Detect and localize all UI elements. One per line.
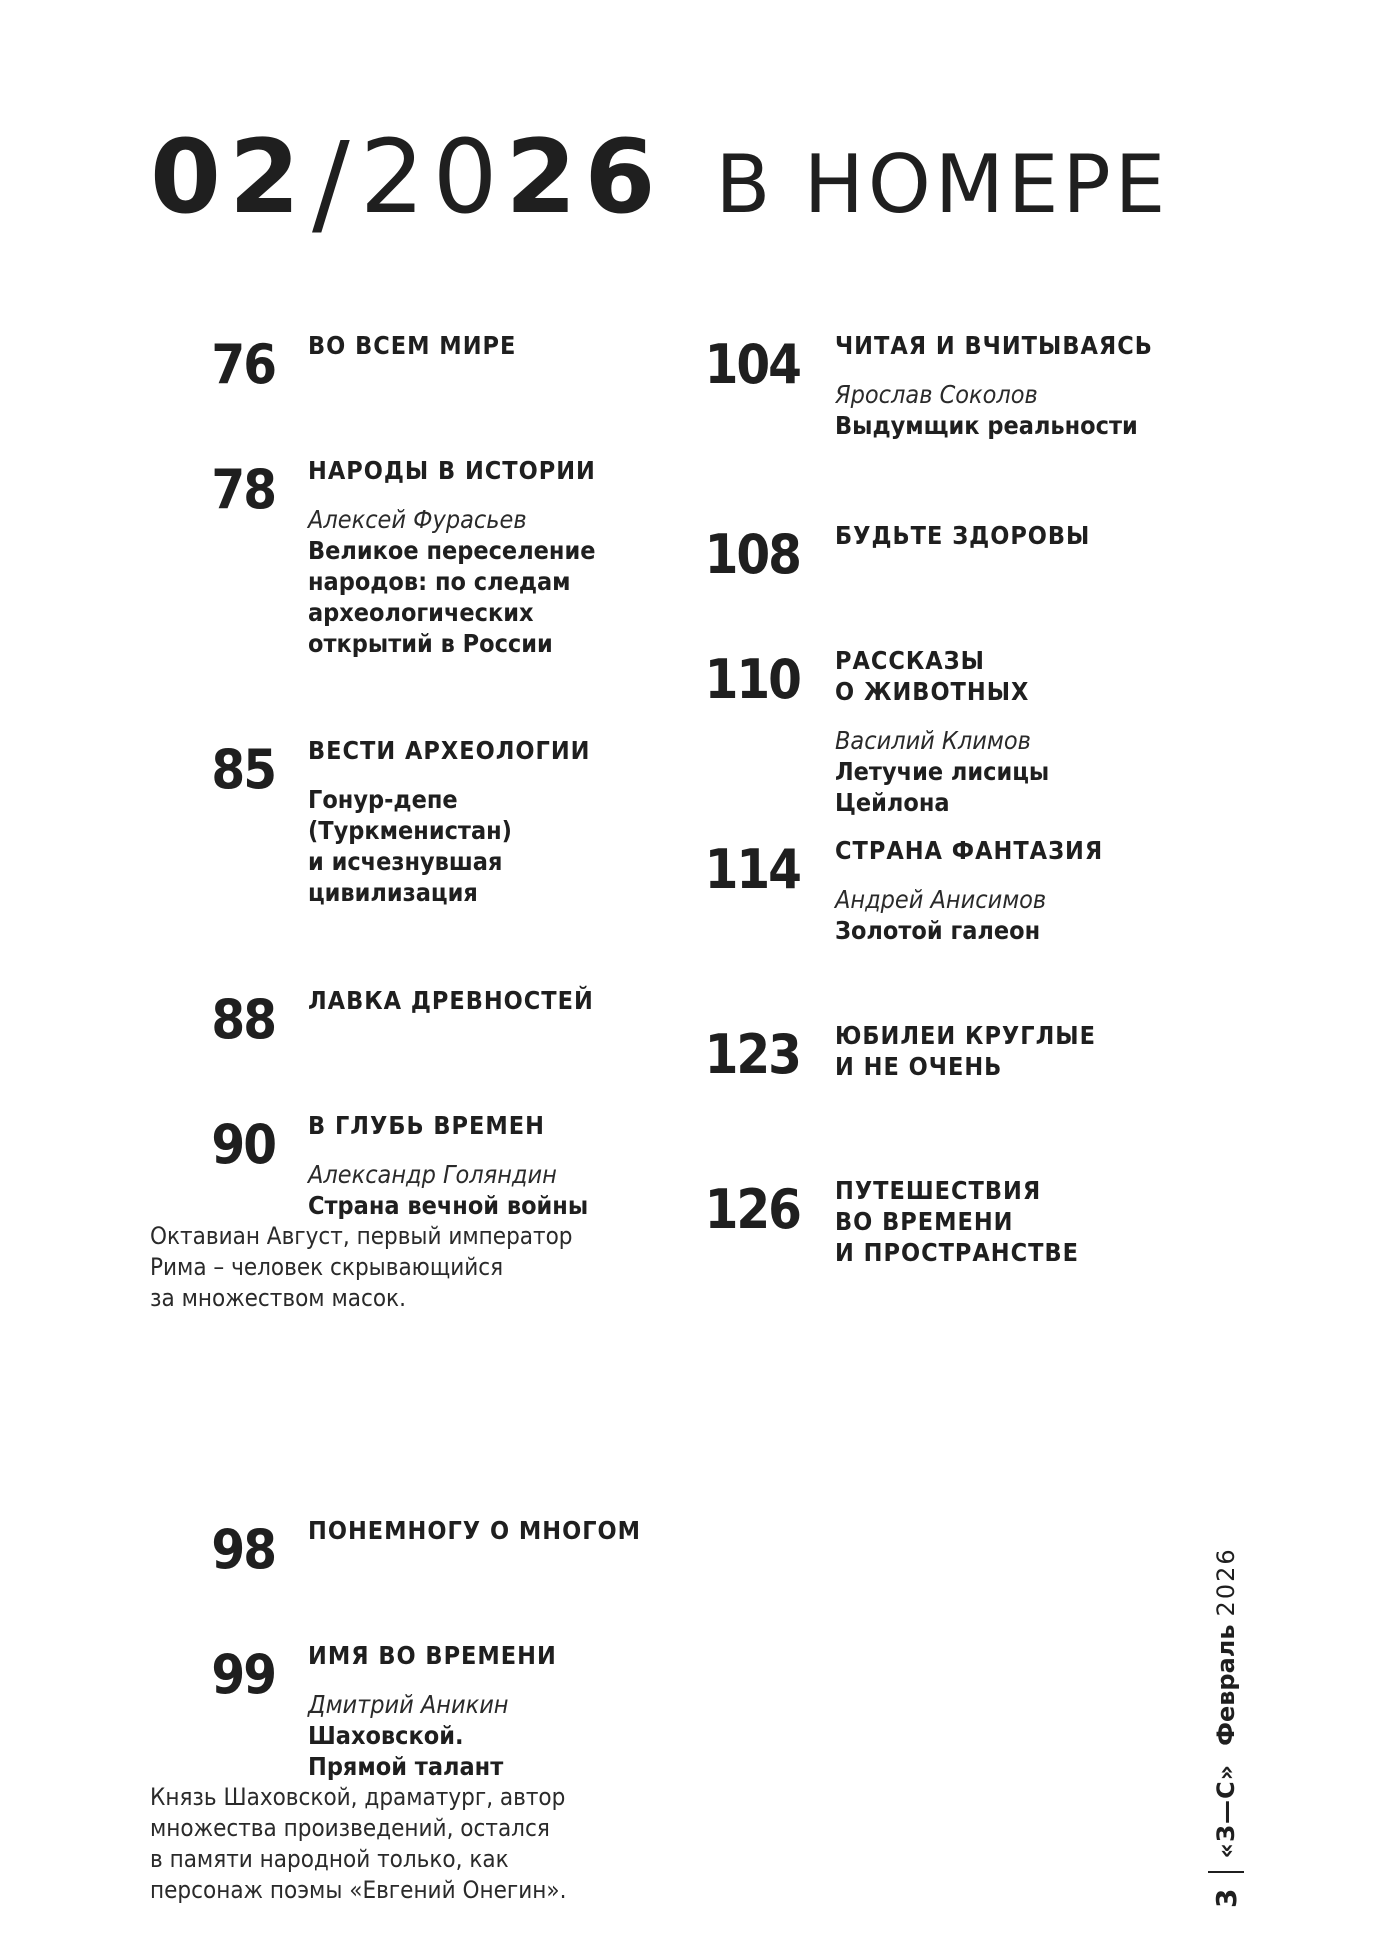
toc-section-title: В ГЛУБЬ ВРЕМЕН <box>308 1111 545 1140</box>
issue-month: Февраль <box>1212 1624 1240 1746</box>
toc-page-number: 110 <box>704 648 800 711</box>
toc-section-title: ИМЯ ВО ВРЕМЕНИ <box>308 1641 557 1670</box>
toc-entry-content <box>835 835 1240 946</box>
page-number: 3 <box>1209 1888 1243 1908</box>
toc-description: в памяти народной только, как <box>150 1845 509 1873</box>
toc-entry <box>680 520 1240 586</box>
issue-number: 02 <box>150 118 308 237</box>
toc-section-title: ПОНЕМНОГУ О МНОГОМ <box>308 1516 642 1545</box>
toc-section-title: ЛАВКА ДРЕВНОСТЕЙ <box>308 986 594 1015</box>
toc-page-number: 104 <box>704 333 800 396</box>
toc-description: множества произведений, остался <box>150 1814 550 1842</box>
toc-section-title: СТРАНА ФАНТАЗИЯ <box>835 836 1104 865</box>
toc-article-title: Прямой талант <box>308 1752 504 1781</box>
toc-section-title: БУДЬТЕ ЗДОРОВЫ <box>835 521 1091 550</box>
toc-section-title: И ПРОСТРАНСТВЕ <box>835 1238 1079 1267</box>
toc-entry <box>680 645 1240 818</box>
toc-entry <box>150 455 670 659</box>
toc-entry <box>680 835 1240 946</box>
footer-divider <box>1208 1871 1244 1873</box>
toc-description: за множеством масок. <box>150 1284 406 1312</box>
toc-entry <box>150 1110 670 1314</box>
issue-year-part2: 26 <box>505 118 664 237</box>
toc-author: Василий Климов <box>835 726 1031 755</box>
toc-section-title: НАРОДЫ В ИСТОРИИ <box>308 456 596 485</box>
issue-year-part1: 20 <box>359 118 506 237</box>
toc-author: Александр Голяндин <box>308 1160 557 1189</box>
toc-description: Октавиан Август, первый император <box>150 1222 573 1250</box>
toc-section-title: ЮБИЛЕИ КРУГЛЫЕ <box>835 1021 1096 1050</box>
toc-page-number: 123 <box>704 1023 800 1086</box>
toc-description: персонаж поэмы «Евгений Онегин». <box>150 1876 567 1904</box>
toc-entry-content <box>835 520 1240 551</box>
toc-page-number: 85 <box>211 738 275 801</box>
toc-article-title: народов: по следам <box>308 567 571 596</box>
toc-page-number: 78 <box>211 458 275 521</box>
toc-entry-content <box>835 1020 1240 1082</box>
toc-entry-content <box>308 985 670 1016</box>
toc-article-title: археологических <box>308 598 534 627</box>
toc-author: Алексей Фурасьев <box>308 505 527 534</box>
issue-slash: / <box>311 119 350 249</box>
toc-section-title: ВО ВРЕМЕНИ <box>835 1207 1014 1236</box>
running-footer <box>1200 1528 1243 1908</box>
toc-page-number: 88 <box>211 988 275 1051</box>
toc-article-title: цивилизация <box>308 878 478 907</box>
toc-entry <box>150 735 670 908</box>
toc-page-number: 90 <box>211 1113 275 1176</box>
toc-entry <box>680 1020 1240 1086</box>
toc-description: Князь Шаховской, драматург, автор <box>150 1783 566 1811</box>
toc-page-number: 98 <box>211 1518 275 1581</box>
toc-entry <box>680 1175 1240 1268</box>
toc-section-title: ЧИТАЯ И ВЧИТЫВАЯСЬ <box>835 331 1153 360</box>
toc-entry <box>680 330 1240 441</box>
toc-article-title: и исчезнувшая <box>308 847 503 876</box>
toc-entry <box>150 1515 670 1581</box>
toc-article-title: Страна вечной войны <box>308 1191 589 1220</box>
toc-section-title: ВЕСТИ АРХЕОЛОГИИ <box>308 736 591 765</box>
toc-author: Ярослав Соколов <box>835 380 1038 409</box>
toc-article-title: Гонур-депе <box>308 785 458 814</box>
toc-author: Андрей Анисимов <box>835 885 1047 914</box>
toc-page-number: 99 <box>211 1643 275 1706</box>
toc-page-number: 114 <box>704 838 800 901</box>
toc-section-title: РАССКАЗЫ <box>835 646 985 675</box>
magazine-name: «З—С» <box>1212 1763 1240 1859</box>
toc-entry <box>150 330 670 396</box>
toc-article-title: Великое переселение <box>308 536 596 565</box>
toc-entry-content <box>308 735 670 908</box>
toc-entry <box>150 1640 670 1906</box>
issue-year: 2026 <box>1212 1547 1240 1617</box>
toc-article-title: открытий в России <box>308 629 553 658</box>
toc-page-number: 108 <box>704 523 800 586</box>
toc-section-title: ПУТЕШЕСТВИЯ <box>835 1176 1042 1205</box>
toc-section-title: ВО ВСЕМ МИРЕ <box>308 331 517 360</box>
toc-entry <box>150 985 670 1051</box>
toc-article-title: Выдумщик реальности <box>835 411 1138 440</box>
page-title: В НОМЕРЕ <box>715 138 1170 231</box>
toc-section-title: О ЖИВОТНЫХ <box>835 677 1030 706</box>
toc-entry-content <box>308 1515 670 1546</box>
toc-article-title: Шаховской. <box>308 1721 464 1750</box>
toc-article-title: (Туркменистан) <box>308 816 512 845</box>
toc-entry-content <box>308 330 670 361</box>
toc-description: Рима – человек скрывающийся <box>150 1253 504 1281</box>
toc-page-number: 126 <box>704 1178 800 1241</box>
issue-header <box>150 118 1170 249</box>
toc-entry-content <box>835 330 1240 441</box>
toc-entry-content <box>835 1175 1240 1268</box>
toc-author: Дмитрий Аникин <box>308 1690 509 1719</box>
toc-entry-content <box>835 645 1240 818</box>
toc-section-title: И НЕ ОЧЕНЬ <box>835 1052 1003 1081</box>
toc-page-number: 76 <box>211 333 275 396</box>
toc-article-title: Летучие лисицы <box>835 757 1050 786</box>
toc-article-title: Цейлона <box>835 788 950 817</box>
toc-entry-content <box>308 455 670 659</box>
toc-article-title: Золотой галеон <box>835 916 1041 945</box>
